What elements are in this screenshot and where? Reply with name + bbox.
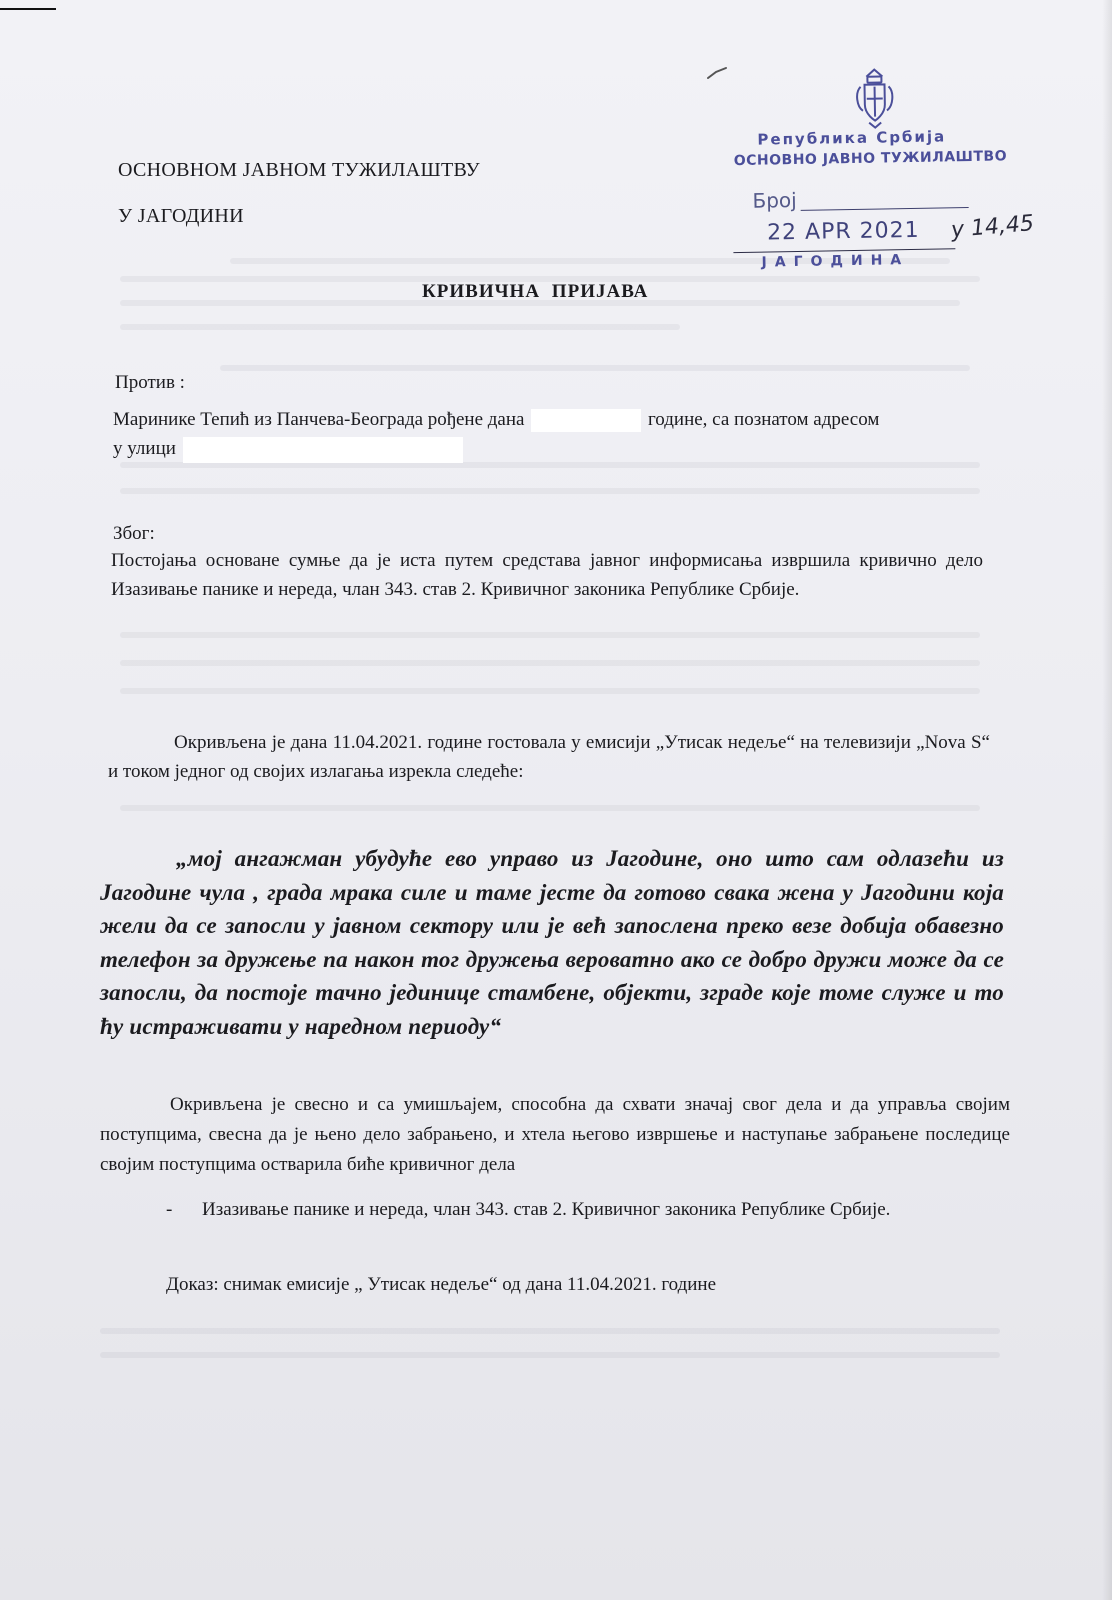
stamp-office: ОСНОВНО ЈАВНО ТУЖИЛАШТВО — [733, 148, 1008, 170]
list-dash: - — [166, 1199, 173, 1220]
against-text-c: у улици — [113, 438, 176, 459]
show-through-line — [120, 660, 980, 666]
quoted-statement: „мој ангажман убудуће ево управо из Јагодине, оно што сам одлазећи из Јагодине чула , града мрака силе и таме јесте да готово свака жена у Јагодини која жели да се запосли у јавном сектору или је већ запослена преко везе добија обавезно телефон за дружење па након тог дружења вероватно ако се добро дружи може да се запосли, да постоје тачно јединице стамбене, објекти, зграде које томе служе и то ћу истраживати у наредном периоду“ — [100, 846, 1004, 1039]
show-through-line — [120, 805, 980, 811]
top-left-rule — [0, 8, 56, 10]
because-label: Због: — [113, 523, 155, 544]
pen-mark — [706, 66, 728, 80]
redacted-street — [183, 437, 463, 463]
offense-text: Изазивање панике и нереда, члан 343. став 2. Кривичног законика Републике Србије. — [202, 1199, 891, 1220]
show-through-line — [100, 1352, 1000, 1358]
evidence-line: Доказ: снимак емисије „ Утисак недеље“ од дана 11.04.2021. године — [166, 1274, 717, 1295]
stamp-number-rule — [801, 207, 969, 211]
addressee-office: ОСНОВНОМ ЈАВНОМ ТУЖИЛАШТВУ — [118, 159, 480, 181]
stamp-number-label: Број — [752, 187, 797, 213]
charged-paragraph: Окривљена је дана 11.04.2021. године гостовала у емисији „Утисак недеље“ на телевизији „Nova S“ и током једног од својих излагања изрекла следеће: — [108, 732, 990, 782]
show-through-line — [120, 488, 980, 494]
against-text-a: Маринике Тепић из Панчева-Београда рођене дана — [113, 409, 525, 430]
against-label: Против : — [115, 372, 185, 393]
against-text-b: године, са познатом адресом — [647, 409, 880, 430]
handwritten-time: у 14,45 — [950, 210, 1035, 244]
coat-of-arms-icon — [850, 66, 899, 131]
show-through-line — [120, 688, 980, 694]
document-title: КРИВИЧНА ПРИЈАВА — [422, 281, 649, 302]
stamp-date: 22 APR 2021 — [766, 217, 920, 246]
addressee-city: У ЈАГОДИНИ — [118, 205, 244, 227]
intent-paragraph: Окривљена је свесно и са умишљајем, способна да схвати значај свог дела и да управља својим поступцима, свесна да је њено дело забрањено, и хтела његово извршење и наступање забрањене последице својим поступцима остварила биће кривичног дела — [100, 1094, 1010, 1175]
addressee-block — [118, 158, 480, 228]
paper-edge-shadow — [1102, 0, 1112, 1600]
show-through-line — [220, 365, 970, 371]
show-through-line — [100, 1328, 1000, 1334]
against-paragraph — [113, 405, 993, 463]
stamp-city: ЈАГОДИНА — [761, 252, 910, 271]
received-stamp — [733, 57, 1082, 283]
stamp-country: Република Србија — [757, 127, 947, 149]
redacted-birthdate — [531, 409, 641, 432]
offense-list-item — [166, 1195, 1016, 1225]
because-paragraph: Постојања основане сумње да је иста путем средстава јавног информисања извршила кривично дело Изазивање панике и нереда, члан 343. став 2. Кривичног законика Републике Србије. — [111, 550, 983, 600]
show-through-line — [120, 324, 680, 330]
show-through-line — [120, 632, 980, 638]
